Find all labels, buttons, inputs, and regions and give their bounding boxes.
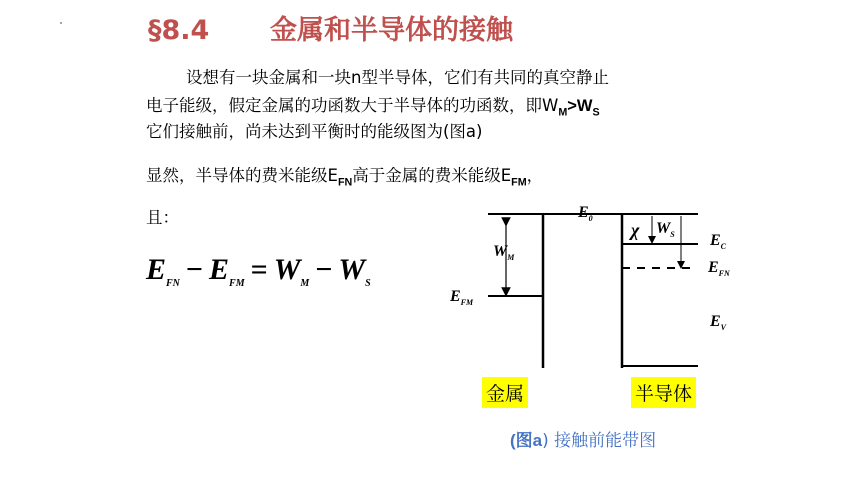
paragraph-1-line-1-text: 设想有一块金属和一块n型半导体，它们有共同的真空静止 xyxy=(186,68,609,87)
eq-w-m-sub: M xyxy=(300,278,310,289)
metal-tag: 金属 xyxy=(482,377,528,408)
paragraph-2-post: ， xyxy=(526,166,544,185)
ec-subscript: C xyxy=(720,242,727,252)
e0-subscript: 0 xyxy=(588,214,593,224)
ec-symbol: E xyxy=(710,232,721,249)
efm-symbol: E xyxy=(450,288,461,305)
paragraph-3-text: 且： xyxy=(146,208,179,227)
eq-equals: = xyxy=(250,253,268,286)
e0-symbol: E xyxy=(578,204,589,221)
wm-label xyxy=(493,243,514,262)
efm-label-subscript: FM xyxy=(460,298,474,308)
semiconductor-tag: 半导体 xyxy=(631,377,696,408)
efm-label xyxy=(450,288,473,307)
chi-symbol: χ xyxy=(631,220,640,240)
ec-label xyxy=(710,232,726,251)
ws-label-symbol: W xyxy=(656,220,671,237)
ws-label-subscript: S xyxy=(670,230,675,240)
chi-label xyxy=(631,220,639,241)
eq-minus-1: − xyxy=(185,253,204,286)
wm-symbol: W xyxy=(493,243,508,260)
section-number: §8.4 xyxy=(148,15,210,46)
eq-e-fn: E xyxy=(146,253,167,286)
wm-subscript: M xyxy=(558,106,568,119)
ev-symbol: E xyxy=(710,313,721,330)
eq-e-fm: E xyxy=(209,253,230,286)
section-heading: 金属和半导体的接触 xyxy=(270,15,513,46)
figure-caption xyxy=(510,426,656,451)
eq-e-fm-sub: FM xyxy=(229,278,245,289)
paragraph-2-mid: 高于金属的费米能级E xyxy=(352,166,512,185)
caption-a: a xyxy=(532,431,543,450)
eq-w-m: W xyxy=(273,253,301,286)
caption-pre: (图 xyxy=(510,431,533,450)
paragraph-1-line-3-text: 它们接触前，尚未达到平衡时的能级图为(图a) xyxy=(146,122,483,141)
paragraph-1-line-2-text: 电子能级，假定金属的功函数大于半导体的功函数，即W xyxy=(146,96,559,115)
efn-label-subscript: FN xyxy=(718,269,730,279)
ws-label xyxy=(656,220,675,239)
e0-label xyxy=(578,204,593,223)
eq-w-s: W xyxy=(338,253,366,286)
ev-label xyxy=(710,313,726,332)
efm-subscript: FM xyxy=(511,176,527,189)
ev-subscript: V xyxy=(720,323,727,333)
efn-symbol: E xyxy=(708,259,719,276)
ws-subscript: S xyxy=(592,106,600,119)
eq-minus-2: − xyxy=(315,253,333,286)
eq-e-fn-sub: FN xyxy=(166,278,180,289)
ws-symbol: >W xyxy=(567,97,593,115)
efn-subscript: FN xyxy=(337,176,353,189)
eq-w-s-sub: S xyxy=(365,278,371,289)
efn-label xyxy=(708,259,730,278)
wm-label-subscript: M xyxy=(507,253,515,263)
caption-post: ) 接触前能带图 xyxy=(542,431,657,451)
paragraph-2-pre: 显然，半导体的费米能级E xyxy=(146,166,338,185)
